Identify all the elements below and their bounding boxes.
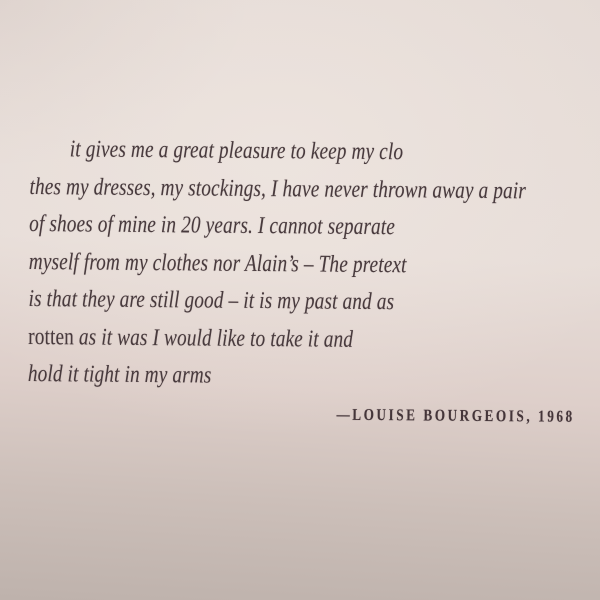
quote-segment-italic: thes my dresses, my stockings, I have never thrown away a pair (29, 173, 527, 204)
quote-line-4 (29, 243, 578, 285)
quote-line-3 (29, 206, 578, 248)
quote-segment-italic: hold it tight in my arms (27, 360, 212, 389)
quote-block (27, 131, 578, 429)
quote-segment-italic: as it was I would like to take it and (78, 323, 354, 353)
quote-line-7 (28, 356, 577, 398)
quote-segment-italic: is that they are still good – it is my past and as (28, 285, 395, 316)
quote-segment-italic: it gives me a great pleasure to keep my clo (69, 136, 404, 166)
quote-line-2 (29, 168, 578, 210)
attribution-line: —LOUISE BOURGEOIS, 1968 (336, 404, 575, 426)
quote-line-6 (28, 318, 577, 360)
quote-line-5 (28, 281, 577, 323)
quote-line-1 (30, 131, 579, 173)
quote-segment-italic: myself from my clothes nor Alain’s – The pretext (28, 248, 407, 278)
quote-text (28, 131, 579, 398)
quote-segment-roman: rotten (28, 323, 80, 350)
quote-segment-italic: of shoes of mine in 20 years. I cannot separate (29, 210, 396, 241)
